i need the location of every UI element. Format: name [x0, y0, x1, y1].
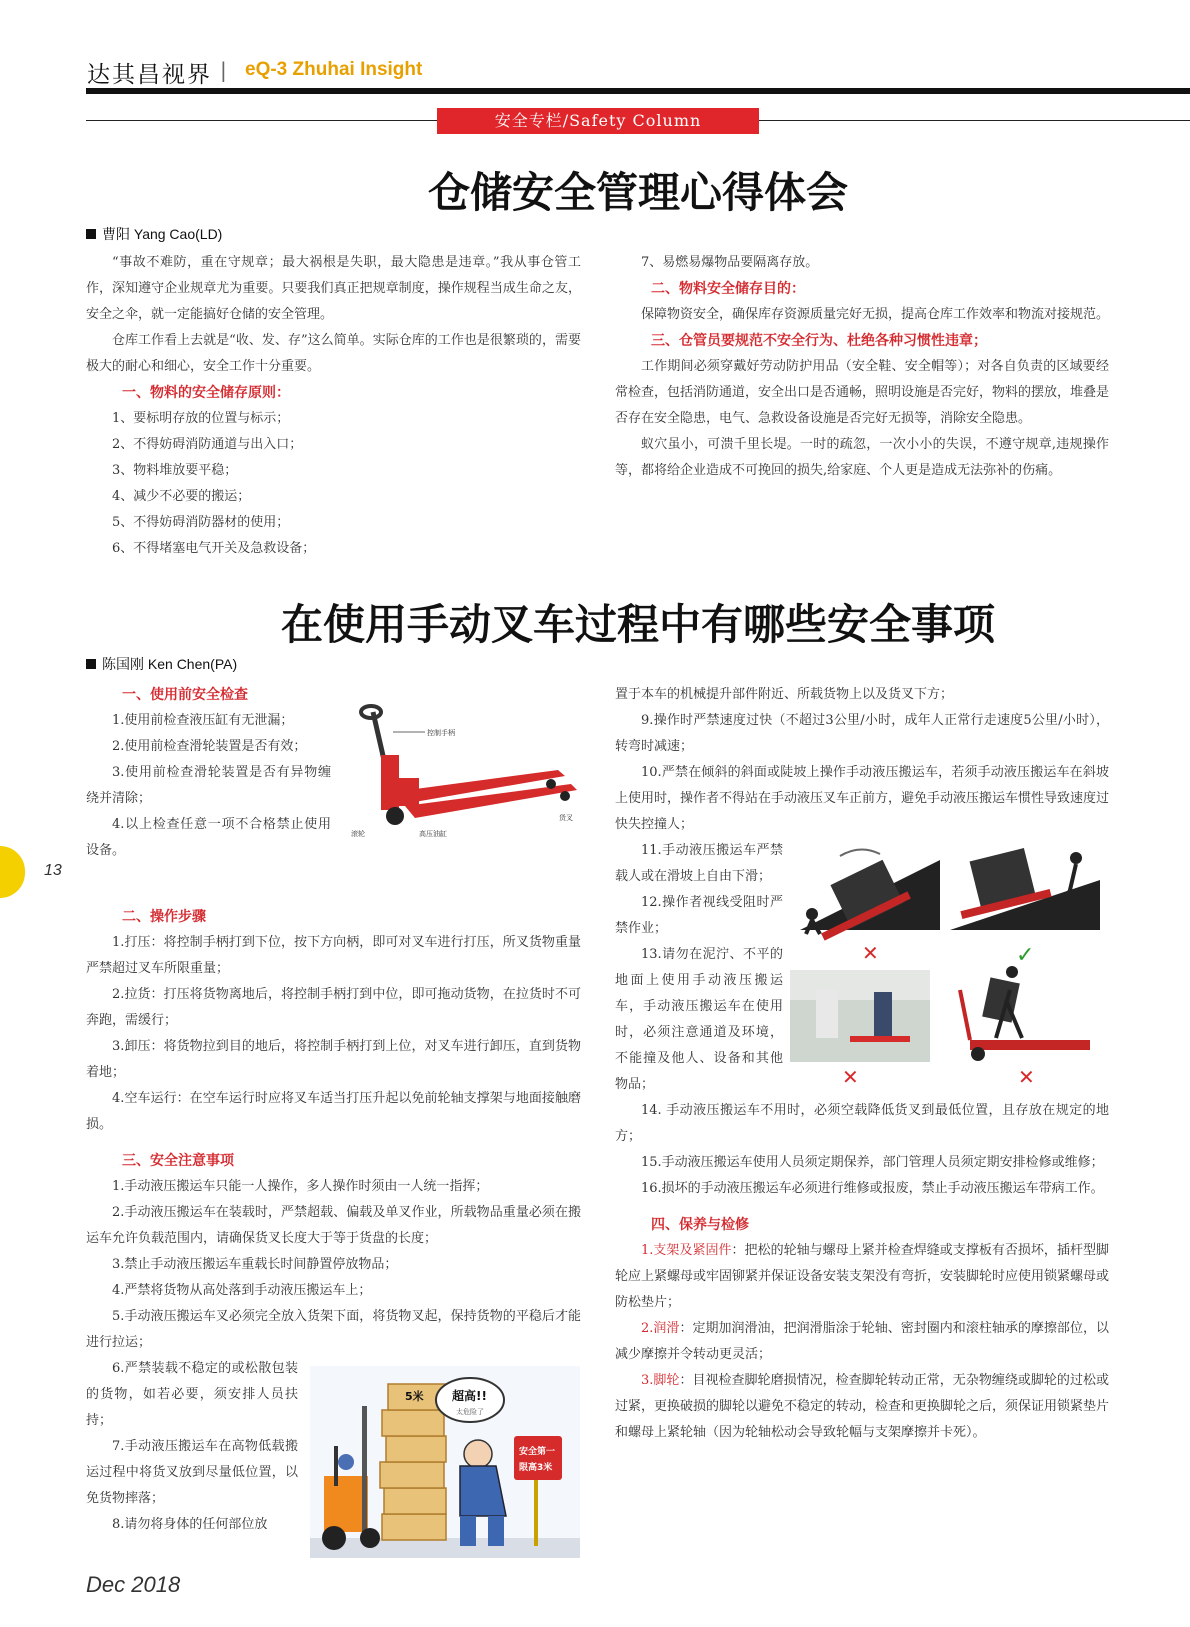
list-item: 12.操作者视线受阻时严禁作业；	[615, 895, 783, 936]
list-item: 13.请勿在泥泞、不平的地面上使用手动液压搬运车，手动液压搬运车在使用时，必须注意通道及环境，不能撞及他人、设备和其他物品；	[615, 947, 783, 1092]
item-text: ：定期加润滑油，把润滑脂涂于轮轴、密封圈内和滚柱轴承的摩擦部位，以减少摩擦并令转动更灵活；	[615, 1321, 1109, 1362]
paragraph: 2、不得妨碍消防通道与出入口；	[112, 437, 303, 452]
paragraph: 3、物料堆放要平稳；	[112, 463, 238, 478]
pallet-jack-illustration	[333, 700, 585, 850]
article1-author: 曹阳 Yang Cao(LD)	[102, 226, 223, 242]
list-item: 2.拉货：打压将货物离地后，将控制手柄打到中位，即可拖动货物，在拉货时不可奔跑，需缓行；	[86, 987, 581, 1028]
list-item: 10.严禁在倾斜的斜面或陡坡上操作手动液压搬运车，若须手动液压搬运车在斜坡上使用时，操作者不得站在手动液压叉车正前方，避免手动液压搬运车惯性导致速度过快失控撞人；	[615, 765, 1110, 832]
list-item: 11.手动液压搬运车严禁载人或在滑坡上自由下滑；	[615, 843, 783, 884]
item-label: 3.脚轮	[641, 1373, 680, 1388]
section-heading: 一、物料的安全储存原则：	[122, 385, 290, 401]
sign-text: 限高3米	[519, 1463, 553, 1473]
list-item: 6.严禁装载不稳定的或松散包装的货物，如若必要，须安排人员扶持；	[86, 1361, 298, 1428]
paragraph: 4、减少不必要的搬运；	[112, 489, 251, 504]
list-item: 4.严禁将货物从高处落到手动液压搬运车上；	[112, 1283, 372, 1298]
list-item: 16.损坏的手动液压搬运车必须进行维修或报废，禁止手动液压搬运车带病工作。	[641, 1181, 1104, 1196]
paragraph: 7、易燃易爆物品要隔离存放。	[641, 255, 819, 270]
list-item: 3.卸压：将货物拉到目的地后，将控制手柄打到上位，对叉车进行卸压，直到货物着地；	[86, 1039, 581, 1080]
box-label: 5米	[405, 1390, 424, 1403]
cross-icon: ✕	[842, 1065, 859, 1089]
section-heading: 四、保养与检修	[651, 1217, 749, 1233]
cross-icon: ✕	[862, 941, 879, 965]
speech-bubble-subtext: 太危险了	[456, 1408, 484, 1416]
paragraph: 仓库工作看上去就是“收、发、存”这么简单。实际仓库的工作也是很繁琐的，需要极大的耐心和细心，安全工作十分重要。	[86, 333, 581, 374]
list-item: 1.手动液压搬运车只能一人操作，多人操作时须由一人统一指挥；	[112, 1179, 489, 1194]
section-heading: 三、安全注意事项	[122, 1153, 234, 1169]
section-heading: 一、使用前安全检查	[122, 687, 248, 703]
article2-title: 在使用手动叉车过程中有哪些安全事项	[280, 600, 995, 649]
jack-label: 滚轮	[351, 830, 365, 838]
section-heading: 二、操作步骤	[122, 909, 206, 925]
check-icon: ✓	[1016, 943, 1035, 968]
article1-right-column	[615, 250, 1109, 484]
list-item: 3.禁止手动液压搬运车重载长时间静置停放物品；	[112, 1257, 398, 1272]
jack-label: 高压油缸	[419, 830, 447, 838]
list-item: 置于本车的机械提升部件附近、所载货物上以及货叉下方；	[615, 687, 954, 702]
paragraph: 1、要标明存放的位置与标示；	[112, 411, 290, 426]
author-square-icon	[86, 659, 96, 669]
list-item: 1.使用前检查液压缸有无泄漏；	[112, 713, 294, 728]
list-item	[615, 1316, 1109, 1368]
cross-icon: ✕	[1018, 1065, 1035, 1089]
paragraph: 5、不得妨碍消防器材的使用；	[112, 515, 290, 530]
paragraph: 6、不得堵塞电气开关及急救设备；	[112, 541, 316, 556]
paragraph: “事故不难防，重在守规章；最大祸根是失职，最大隐患是违章。”我从事仓管工作，深知遵守企业规章尤为重要。只要我们真正把规章制度，操作规程当成生命之友，安全之伞，就一定能搞好仓储的安全管理。	[86, 255, 581, 322]
magazine-title-en: eQ-3 Zhuhai Insight	[245, 59, 423, 80]
list-item: 8.请勿将身体的任何部位放	[112, 1517, 268, 1532]
list-item: 9.操作时严禁速度过快（不超过3公里/小时，成年人正常行走速度5公里/小时），转弯时减速；	[615, 713, 1109, 754]
list-item: 2.手动液压搬运车在装载时，严禁超载、偏载及单叉作业，所载物品重量必须在搬运车允许负载范围内，请确保货叉长度大于等于货盘的长度；	[86, 1205, 581, 1246]
list-item	[615, 1238, 1109, 1316]
magazine-title-cn: 达其昌视界	[87, 62, 212, 88]
article2-author-line	[86, 654, 237, 674]
list-item: 7.手动液压搬运车在高物低载搬运过程中将货叉放到尽量低位置，以免货物摔落；	[86, 1439, 298, 1506]
item-text: ：把松的轮轴与螺母上紧并检查焊缝或支撑板有否损坏，插杆型脚轮应上紧螺母或牢固铆紧并保证设备安装支架没有弯折，安装脚轮时应使用锁紧螺母或防松垫片；	[615, 1243, 1110, 1310]
list-item: 15.手动液压搬运车使用人员须定期保养，部门管理人员须定期安排检修或维修；	[641, 1155, 1104, 1170]
article1-author-line	[86, 224, 222, 244]
list-item: 1.打压：将控制手柄打到下位，按下方向柄，即可对叉车进行打压，所叉货物重量严禁超过叉车所限重量；	[86, 935, 581, 976]
item-text: ：目视检查脚轮磨损情况，检查脚轮转动正常，无杂物缠绕或脚轮的过松或过紧，更换破损的脚轮以避免不稳定的转动，检查和更换脚轮之后，须保证用锁紧垫片和螺母上紧轮轴（因为轮轴松动会导致轮幅与支架摩擦并卡死）。	[615, 1373, 1110, 1440]
list-item: 2.使用前检查滑轮装置是否有效；	[112, 739, 307, 754]
header-rule	[86, 88, 1190, 94]
issue-date: Dec 2018	[86, 1572, 181, 1597]
section-heading: 二、物料安全储存目的：	[651, 281, 805, 297]
jack-label: 货叉	[559, 814, 573, 822]
list-item: 4.以上检查任意一项不合格禁止使用设备。	[86, 817, 331, 858]
paragraph: 工作期间必须穿戴好劳动防护用品（安全鞋、安全帽等）；对各自负责的区域要经常检查，包括消防通道，安全出口是否通畅，照明设施是否完好，物料的摆放，堆叠是否存在安全隐患，电气、急救设备设施是否完好无损等，消除安全隐患。	[615, 359, 1110, 426]
list-item: 14. 手动液压搬运车不用时，必须空载降低货叉到最低位置，且存放在规定的地方；	[615, 1103, 1109, 1144]
speech-bubble-text: 超高!!	[452, 1389, 487, 1403]
overloaded-forklift-cartoon	[310, 1366, 580, 1558]
article2-author: 陈国刚 Ken Chen(PA)	[102, 656, 238, 672]
list-item: 5.手动液压搬运车叉必须完全放入货架下面，将货物叉起，保持货物的平稳后才能进行拉运；	[86, 1309, 581, 1350]
header-separator: |	[220, 58, 227, 82]
jack-label: 控制手柄	[427, 729, 455, 737]
list-item: 4.空车运行：在空车运行时应将叉车适当打压升起以免前轮轴支撑架与地面接触磨损。	[86, 1091, 581, 1132]
list-item	[615, 1368, 1109, 1446]
page-number: 13	[44, 862, 62, 879]
article1-left-column	[86, 250, 581, 562]
paragraph: 蚁穴虽小，可溃千里长堤。一时的疏忽，一次小小的失误，不遵守规章,违规操作等，都将给企业造成不可挽回的损失,给家庭、个人更是造成无法弥补的伤痛。	[615, 437, 1109, 478]
item-label: 1.支架及紧固件	[641, 1243, 732, 1258]
list-item: 3.使用前检查滑轮装置是否有异物缠绕并清除；	[86, 765, 331, 806]
item-label: 2.润滑	[641, 1321, 680, 1336]
article1-title: 仓储安全管理心得体会	[427, 168, 848, 217]
sign-text: 安全第一	[519, 1447, 556, 1457]
paragraph: 保障物资安全，确保库存资源质量完好无损，提高仓库工作效率和物流对接规范。	[641, 307, 1110, 322]
page-tab	[0, 846, 25, 898]
section-heading: 三、仓管员要规范不安全行为、杜绝各种习惯性违章；	[651, 333, 987, 349]
safety-pictograms	[790, 840, 1110, 1090]
column-banner: 安全专栏/Safety Column	[437, 108, 759, 134]
author-square-icon	[86, 229, 96, 239]
